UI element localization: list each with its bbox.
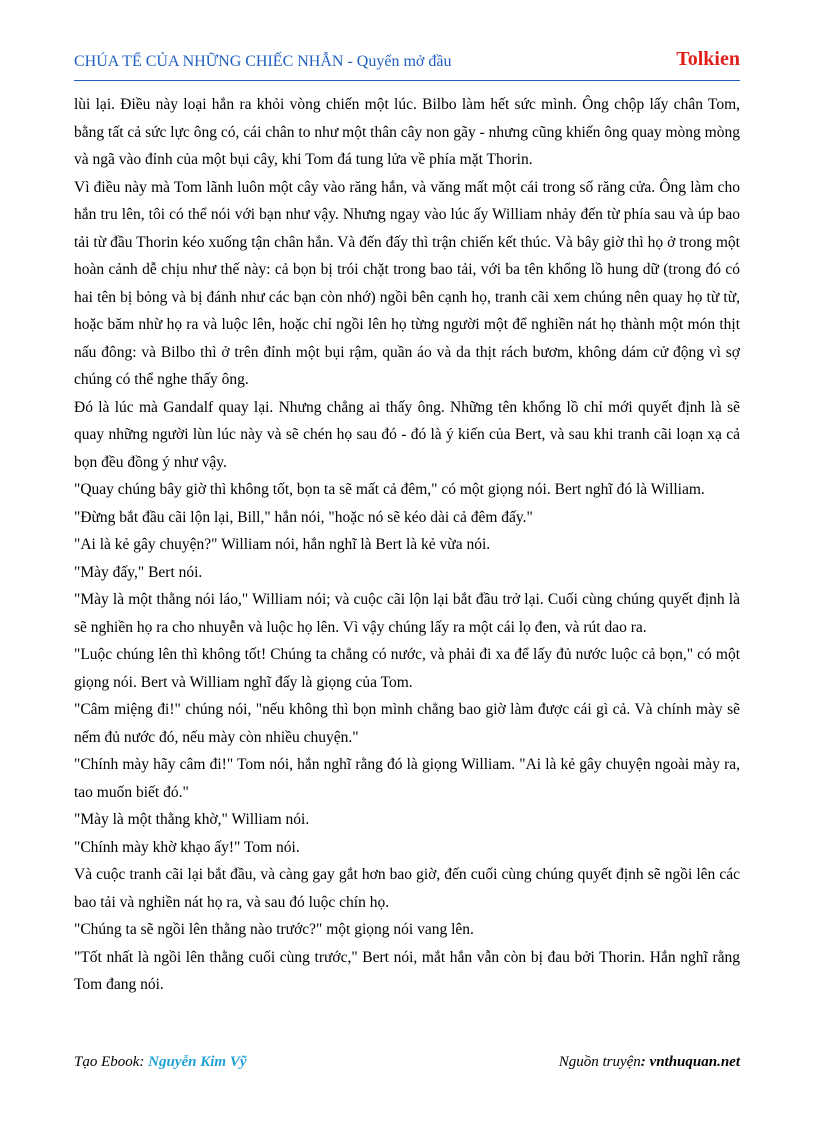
paragraph: "Mày là một thằng khờ," William nói. bbox=[74, 811, 310, 828]
paragraph: Vì điều này mà Tom lãnh luôn một cây vào răng hắn, và văng mất một cái trong số răng cửa. Ông làm cho hắn tru lên, tôi có thể nói với bạn như vậy. Nhưng ngay vào lúc ấy William nhảy đến từ phía sau và úp bao tải từ đầu Thorin kéo xuống tận chân hắn. Và đến đấy thì trận chiến kết thúc. Và bây giờ thì họ ở trong một hoàn cảnh dễ chịu như thế này: cả bọn bị trói chặt trong bao tải, với ba tên khổng lồ hung dữ (trong đó có hai tên bị bỏng và bị đánh như các bạn còn nhớ) ngồi bên cạnh họ, tranh cãi xem chúng nên quay họ từ từ, hoặc băm nhừ họ ra và luộc lên, hoặc chỉ ngồi lên họ từng người một để nghiền nát họ thành một món thịt nấu đông: và Bilbo thì ở trên đỉnh một bụi rậm, quần áo và da thịt rách bươm, không dám cử động vì sợ chúng có thể nghe thấy ông. bbox=[74, 178, 740, 388]
page-header bbox=[74, 47, 740, 77]
ebook-credit bbox=[74, 1054, 247, 1071]
paragraph: "Luộc chúng lên thì không tốt! Chúng ta chẳng có nước, và phải đi xa để lấy đủ nước luộc cả bọn," có một giọng nói. Bert và William nghĩ đấy là giọng của Tom. bbox=[74, 646, 740, 691]
paragraph: "Chúng ta sẽ ngồi lên thằng nào trước?" một giọng nói vang lên. bbox=[74, 921, 474, 938]
paragraph: "Tốt nhất là ngồi lên thằng cuối cùng trước," Bert nói, mắt hắn vẫn còn bị đau bởi Thorin. Hắn nghĩ rằng Tom đang nói. bbox=[74, 948, 740, 993]
paragraph: "Mày đấy," Bert nói. bbox=[74, 563, 203, 581]
source-credit bbox=[559, 1054, 740, 1071]
ebook-credit-separator: : bbox=[139, 1054, 149, 1070]
author-name: Tolkien bbox=[676, 48, 740, 70]
source-label: Nguồn truyện bbox=[558, 1054, 641, 1070]
paragraph: Đó là lúc mà Gandalf quay lại. Nhưng chẳng ai thấy ông. Những tên khổng lồ chỉ mới quyết định là sẽ quay những người lùn lúc này và sẽ chén họ sau đó - đó là ý kiến của Bert, và sau khi tranh cãi loạn xạ cả bọn đều đồng ý như vậy. bbox=[74, 398, 740, 471]
paragraph: "Quay chúng bây giờ thì không tốt, bọn ta sẽ mất cả đêm," có một giọng nói. Bert nghĩ đó là William. bbox=[74, 481, 705, 498]
paragraph: "Câm miệng đi!" chúng nói, "nếu không thì bọn mình chẳng bao giờ làm được cái gì cả. Và chính mày sẽ nếm đủ nước đó, nếu mày còn nhiều chuyện." bbox=[74, 701, 740, 746]
source-separator: : bbox=[640, 1054, 650, 1070]
paragraph: lùi lại. Điều này loại hắn ra khỏi vòng chiến một lúc. Bilbo làm hết sức mình. Ông chộp lấy chân Tom, bằng tất cả sức lực ông có, cái chân to như một thân cây non gãy - nhưng cũng khiến ông quay mòng mòng và ngã vào đỉnh của một bụi cây, khi Tom đá tung lửa về phía mặt Thorin. bbox=[74, 96, 740, 168]
source-site: vnthuquan.net bbox=[649, 1054, 740, 1070]
header-divider bbox=[74, 80, 740, 81]
ebook-credit-label: Tạo Ebook bbox=[74, 1054, 140, 1070]
paragraph: "Chính mày khờ khạo ấy!" Tom nói. bbox=[74, 838, 300, 856]
paragraph: "Đừng bắt đầu cãi lộn lại, Bill," hắn nói, "hoặc nó sẽ kéo dài cả đêm đấy." bbox=[74, 508, 533, 526]
book-title: CHÚA TỂ CỦA NHỮNG CHIẾC NHẪN - Quyển mở đầu bbox=[74, 53, 452, 70]
paragraph: "Chính mày hãy câm đi!" Tom nói, hắn nghĩ rằng đó là giọng William. "Ai là kẻ gây chuyện ngoài mày ra, tao muốn biết đó." bbox=[74, 756, 740, 801]
paragraph: "Ai là kẻ gây chuyện?" William nói, hắn nghĩ là Bert là kẻ vừa nói. bbox=[74, 536, 491, 553]
page-body bbox=[74, 91, 740, 999]
paragraph: "Mày là một thằng nói láo," William nói; và cuộc cãi lộn lại bắt đầu trở lại. Cuối cùng chúng quyết định là sẽ nghiền họ ra cho nhuyễn và luộc họ lên. Vì vậy chúng lấy ra một cái lọ đen, và rút dao ra. bbox=[74, 591, 740, 636]
ebook-creator-name: Nguyễn Kim Vỹ bbox=[148, 1054, 247, 1070]
paragraph: Và cuộc tranh cãi lại bắt đầu, và càng gay gắt hơn bao giờ, đến cuối cùng chúng quyết định sẽ ngồi lên các bao tải và nghiền nát họ ra, và sau đó luộc chín họ. bbox=[74, 866, 740, 911]
